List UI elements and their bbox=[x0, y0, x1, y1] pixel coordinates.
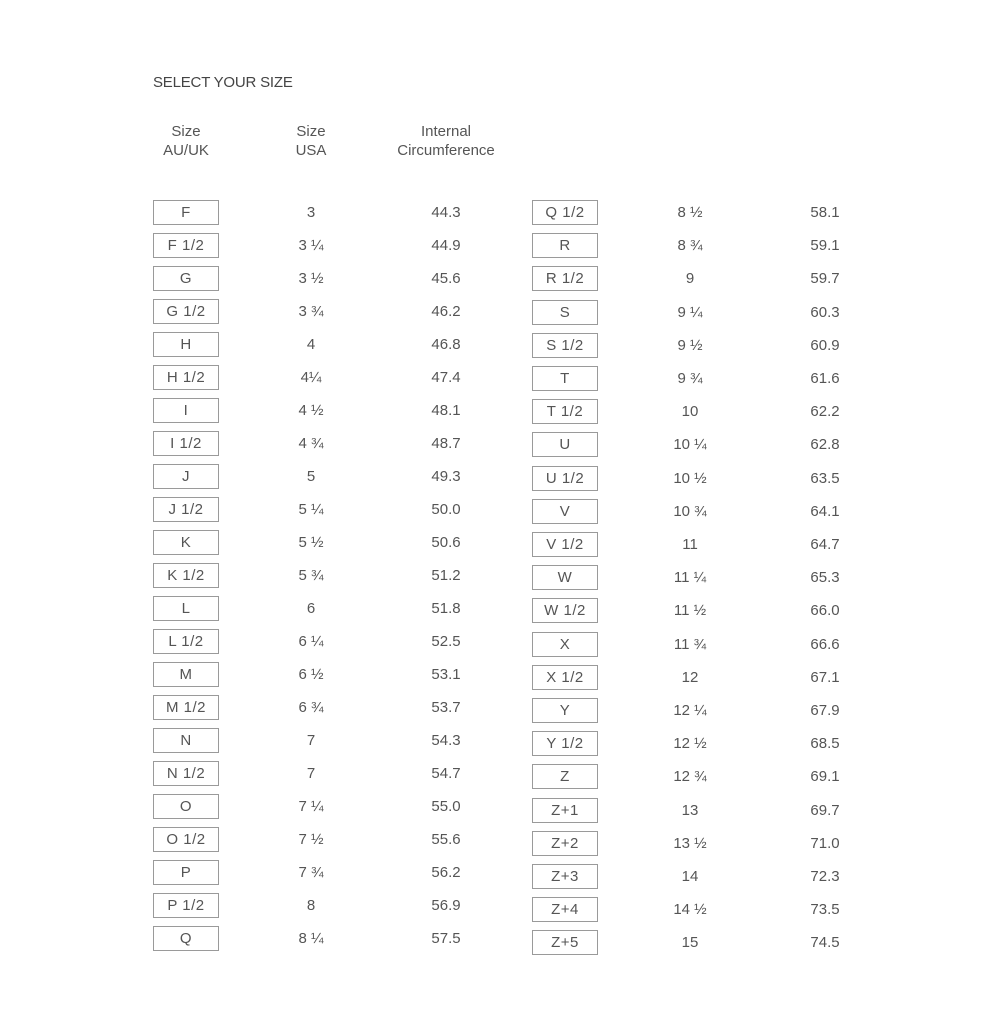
size-usa-value: 5 ½ bbox=[298, 534, 324, 551]
size-row bbox=[0, 831, 1000, 857]
circumference-value: 48.1 bbox=[431, 402, 461, 419]
size-row bbox=[0, 499, 1000, 525]
size-usa-value: 14 ½ bbox=[673, 901, 707, 918]
size-option-button[interactable]: G bbox=[153, 266, 219, 291]
size-option-button[interactable]: Z+4 bbox=[532, 897, 598, 922]
circumference-value: 58.1 bbox=[810, 204, 840, 221]
circumference-value: 56.9 bbox=[431, 897, 461, 914]
size-usa-value: 7 ¾ bbox=[298, 864, 324, 881]
size-usa-value: 11 bbox=[682, 536, 698, 553]
size-option-button[interactable]: H 1/2 bbox=[153, 365, 219, 390]
size-row bbox=[0, 731, 1000, 757]
circumference-value: 63.5 bbox=[810, 470, 840, 487]
size-usa-value: 10 ¾ bbox=[673, 503, 707, 520]
size-usa-value: 8 ½ bbox=[677, 204, 703, 221]
size-row bbox=[0, 598, 1000, 624]
circumference-value: 52.5 bbox=[431, 633, 461, 650]
size-usa-value: 3 ½ bbox=[298, 270, 324, 287]
circumference-value: 57.5 bbox=[431, 930, 461, 947]
size-row bbox=[0, 466, 1000, 492]
size-option-button[interactable]: N 1/2 bbox=[153, 761, 219, 786]
size-row bbox=[0, 532, 1000, 558]
circumference-value: 55.6 bbox=[431, 831, 461, 848]
size-option-button[interactable]: I bbox=[153, 398, 219, 423]
circumference-value: 46.8 bbox=[431, 336, 461, 353]
size-option-button[interactable]: P bbox=[153, 860, 219, 885]
size-usa-value: 3 bbox=[306, 204, 316, 221]
size-row bbox=[0, 233, 1000, 259]
size-usa-value: 4 ½ bbox=[298, 402, 324, 419]
header-size-usa-line1: Size bbox=[296, 123, 326, 140]
circumference-value: 72.3 bbox=[810, 868, 840, 885]
size-option-button[interactable]: S 1/2 bbox=[532, 333, 598, 358]
size-usa-value: 9 ¾ bbox=[677, 370, 703, 387]
size-usa-value: 12 bbox=[681, 669, 699, 686]
size-row bbox=[0, 266, 1000, 292]
size-usa-value: 10 ½ bbox=[673, 470, 707, 487]
circumference-value: 66.6 bbox=[810, 636, 840, 653]
size-option-button[interactable]: J 1/2 bbox=[153, 497, 219, 522]
size-row bbox=[0, 798, 1000, 824]
size-option-button[interactable]: F bbox=[153, 200, 219, 225]
size-option-button[interactable]: Z+2 bbox=[532, 831, 598, 856]
size-usa-value: 6 ¼ bbox=[298, 633, 324, 650]
size-usa-value: 9 ½ bbox=[677, 337, 703, 354]
circumference-value: 45.6 bbox=[431, 270, 461, 287]
circumference-value: 56.2 bbox=[431, 864, 461, 881]
circumference-value: 48.7 bbox=[431, 435, 461, 452]
circumference-value: 64.7 bbox=[810, 536, 840, 553]
size-row bbox=[0, 698, 1000, 724]
size-option-button[interactable]: U 1/2 bbox=[532, 466, 598, 491]
circumference-value: 51.2 bbox=[431, 567, 461, 584]
size-option-button[interactable]: M 1/2 bbox=[153, 695, 219, 720]
size-option-button[interactable]: W 1/2 bbox=[532, 598, 598, 623]
size-option-button[interactable]: Q 1/2 bbox=[532, 200, 598, 225]
size-usa-value: 8 bbox=[306, 897, 316, 914]
header-circumference-line2: Circumference bbox=[397, 142, 495, 159]
size-usa-value: 8 ¼ bbox=[298, 930, 324, 947]
size-row bbox=[0, 300, 1000, 326]
size-usa-value: 7 bbox=[306, 732, 316, 749]
size-option-button[interactable]: V bbox=[532, 499, 598, 524]
size-row bbox=[0, 200, 1000, 226]
circumference-value: 55.0 bbox=[431, 798, 461, 815]
size-usa-value: 3 ¼ bbox=[298, 237, 324, 254]
circumference-value: 44.9 bbox=[431, 237, 461, 254]
circumference-value: 59.7 bbox=[810, 270, 840, 287]
circumference-value: 51.8 bbox=[431, 600, 461, 617]
size-option-button[interactable]: J bbox=[153, 464, 219, 489]
size-usa-value: 10 bbox=[681, 403, 699, 420]
size-option-button[interactable]: H bbox=[153, 332, 219, 357]
circumference-value: 73.5 bbox=[810, 901, 840, 918]
size-option-button[interactable]: T 1/2 bbox=[532, 399, 598, 424]
size-option-button[interactable]: Z+1 bbox=[532, 798, 598, 823]
size-option-button[interactable]: P 1/2 bbox=[153, 893, 219, 918]
size-usa-value: 11 ½ bbox=[673, 602, 707, 619]
circumference-value: 47.4 bbox=[431, 369, 461, 386]
circumference-value: 50.0 bbox=[431, 501, 461, 518]
size-usa-value: 9 ¼ bbox=[677, 304, 703, 321]
size-row bbox=[0, 565, 1000, 591]
size-option-button[interactable]: U bbox=[532, 432, 598, 457]
circumference-value: 44.3 bbox=[431, 204, 461, 221]
size-usa-value: 6 ½ bbox=[298, 666, 324, 683]
size-row bbox=[0, 864, 1000, 890]
circumference-value: 53.7 bbox=[431, 699, 461, 716]
header-size-au-uk-line2: AU/UK bbox=[163, 142, 209, 159]
circumference-value: 46.2 bbox=[431, 303, 461, 320]
circumference-value: 60.9 bbox=[810, 337, 840, 354]
header-internal-circumference bbox=[397, 122, 495, 160]
circumference-value: 69.1 bbox=[810, 768, 840, 785]
header-size-au-uk-line1: Size bbox=[171, 123, 201, 140]
size-usa-value: 13 bbox=[681, 802, 699, 819]
size-option-button[interactable]: X bbox=[532, 632, 598, 657]
header-circumference-line1: Internal bbox=[420, 123, 472, 140]
size-option-button[interactable]: R bbox=[532, 233, 598, 258]
size-option-button[interactable]: R 1/2 bbox=[532, 266, 598, 291]
size-option-button[interactable]: L bbox=[153, 596, 219, 621]
size-option-button[interactable]: Y 1/2 bbox=[532, 731, 598, 756]
size-usa-value: 12 ½ bbox=[673, 735, 707, 752]
size-option-button[interactable]: X 1/2 bbox=[532, 665, 598, 690]
circumference-value: 71.0 bbox=[810, 835, 840, 852]
size-usa-value: 9 bbox=[685, 270, 695, 287]
size-usa-value: 14 bbox=[681, 868, 699, 885]
size-usa-value: 7 ¼ bbox=[298, 798, 324, 815]
size-usa-value: 11 ¼ bbox=[673, 569, 707, 586]
size-row bbox=[0, 366, 1000, 392]
circumference-value: 68.5 bbox=[810, 735, 840, 752]
size-usa-value: 13 ½ bbox=[673, 835, 707, 852]
size-usa-value: 10 ¼ bbox=[673, 436, 707, 453]
size-option-button[interactable]: K bbox=[153, 530, 219, 555]
size-usa-value: 5 bbox=[306, 468, 316, 485]
circumference-value: 74.5 bbox=[810, 934, 840, 951]
size-option-button[interactable]: O bbox=[153, 794, 219, 819]
page-title: SELECT YOUR SIZE bbox=[153, 74, 293, 91]
size-option-button[interactable]: V 1/2 bbox=[532, 532, 598, 557]
size-row bbox=[0, 930, 1000, 956]
header-size-au-uk bbox=[163, 122, 209, 160]
size-option-button[interactable]: S bbox=[532, 300, 598, 325]
header-size-usa bbox=[296, 122, 327, 160]
circumference-value: 65.3 bbox=[810, 569, 840, 586]
circumference-value: 66.0 bbox=[810, 602, 840, 619]
circumference-value: 67.9 bbox=[810, 702, 840, 719]
circumference-value: 60.3 bbox=[810, 304, 840, 321]
size-option-button[interactable]: O 1/2 bbox=[153, 827, 219, 852]
circumference-value: 62.8 bbox=[810, 436, 840, 453]
size-row bbox=[0, 665, 1000, 691]
circumference-value: 50.6 bbox=[431, 534, 461, 551]
size-option-button[interactable]: G 1/2 bbox=[153, 299, 219, 324]
size-option-button[interactable]: L 1/2 bbox=[153, 629, 219, 654]
circumference-value: 69.7 bbox=[810, 802, 840, 819]
size-usa-value: 7 ½ bbox=[298, 831, 324, 848]
size-option-button[interactable]: I 1/2 bbox=[153, 431, 219, 456]
size-row bbox=[0, 432, 1000, 458]
size-usa-value: 12 ¾ bbox=[673, 768, 707, 785]
header-size-usa-line2: USA bbox=[295, 142, 327, 159]
circumference-value: 61.6 bbox=[810, 370, 840, 387]
size-option-button[interactable]: N bbox=[153, 728, 219, 753]
size-row bbox=[0, 897, 1000, 923]
size-option-button[interactable]: Z+3 bbox=[532, 864, 598, 889]
size-row bbox=[0, 764, 1000, 790]
size-row bbox=[0, 333, 1000, 359]
size-option-button[interactable]: Z+5 bbox=[532, 930, 598, 955]
size-option-button[interactable]: Q bbox=[153, 926, 219, 951]
circumference-value: 67.1 bbox=[810, 669, 840, 686]
size-usa-value: 4 ¾ bbox=[298, 435, 324, 452]
circumference-value: 54.7 bbox=[431, 765, 461, 782]
size-usa-value: 12 ¼ bbox=[673, 702, 707, 719]
circumference-value: 49.3 bbox=[431, 468, 461, 485]
size-option-button[interactable]: F 1/2 bbox=[153, 233, 219, 258]
size-usa-value: 15 bbox=[681, 934, 699, 951]
size-usa-value: 5 ¼ bbox=[298, 501, 324, 518]
size-usa-value: 3 ¾ bbox=[298, 303, 324, 320]
circumference-value: 53.1 bbox=[431, 666, 461, 683]
size-option-button[interactable]: Z bbox=[532, 764, 598, 789]
size-usa-value: 5 ¾ bbox=[298, 567, 324, 584]
size-option-button[interactable]: W bbox=[532, 565, 598, 590]
size-row bbox=[0, 632, 1000, 658]
circumference-value: 54.3 bbox=[431, 732, 461, 749]
size-usa-value: 4 bbox=[306, 336, 316, 353]
size-option-button[interactable]: M bbox=[153, 662, 219, 687]
size-row bbox=[0, 399, 1000, 425]
size-usa-value: 6 ¾ bbox=[298, 699, 324, 716]
circumference-value: 64.1 bbox=[810, 503, 840, 520]
size-usa-value: 11 ¾ bbox=[673, 636, 707, 653]
size-usa-value: 7 bbox=[306, 765, 316, 782]
circumference-value: 62.2 bbox=[810, 403, 840, 420]
circumference-value: 59.1 bbox=[810, 237, 840, 254]
size-usa-value: 8 ¾ bbox=[677, 237, 703, 254]
size-option-button[interactable]: T bbox=[532, 366, 598, 391]
size-option-button[interactable]: Y bbox=[532, 698, 598, 723]
size-option-button[interactable]: K 1/2 bbox=[153, 563, 219, 588]
size-usa-value: 6 bbox=[306, 600, 316, 617]
size-usa-value: 4¼ bbox=[300, 369, 322, 386]
